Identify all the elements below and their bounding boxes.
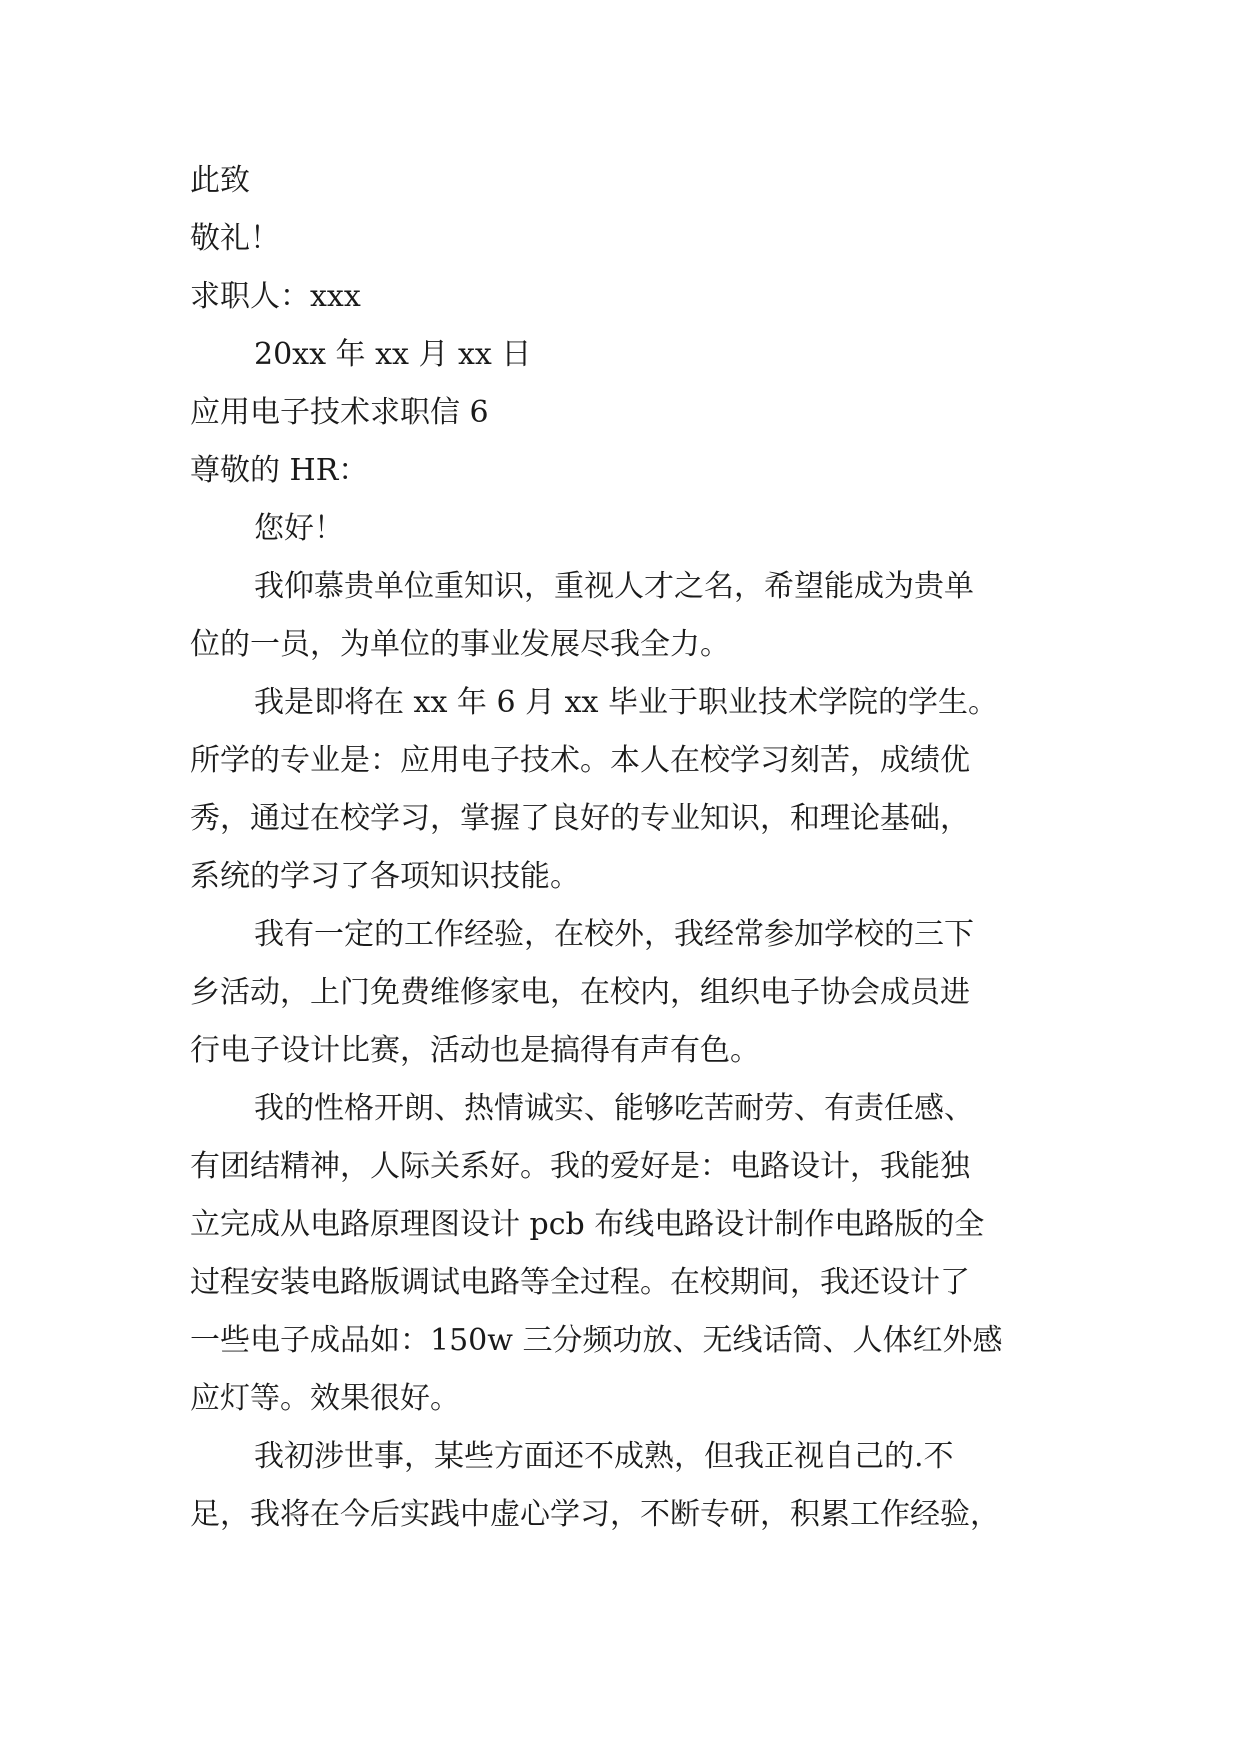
greeting-line: 您好！ <box>254 511 344 546</box>
paragraph-line: 我的性格开朗、热情诚实、能够吃苦耐劳、有责任感、 <box>254 1091 974 1126</box>
recipient-line: 尊敬的 HR： <box>190 453 369 488</box>
paragraph-line: 我是即将在 xx 年 6 月 xx 毕业于职业技术学院的学生。 <box>254 685 998 720</box>
paragraph-line: 行电子设计比赛，活动也是搞得有声有色。 <box>190 1033 760 1068</box>
paragraph-line: 应灯等。效果很好。 <box>190 1381 460 1416</box>
paragraph-line: 位的一员，为单位的事业发展尽我全力。 <box>190 627 730 662</box>
paragraph-line: 秀，通过在校学习，掌握了良好的专业知识，和理论基础， <box>190 801 970 836</box>
document-body <box>190 152 1060 1544</box>
paragraph-line: 乡活动，上门免费维修家电，在校内，组织电子协会成员进 <box>190 975 970 1010</box>
salute-line: 敬礼！ <box>190 221 280 256</box>
paragraph-line: 立完成从电路原理图设计 pcb 布线电路设计制作电路版的全 <box>190 1207 985 1242</box>
paragraph-line: 足，我将在今后实践中虚心学习，不断专研，积累工作经验， <box>190 1497 1000 1532</box>
paragraph-line: 系统的学习了各项知识技能。 <box>190 859 580 894</box>
letter-title: 应用电子技术求职信 6 <box>190 395 489 430</box>
applicant-line: 求职人：xxx <box>190 279 361 314</box>
date-line: 20xx 年 xx 月 xx 日 <box>254 337 532 372</box>
paragraph-line: 有团结精神，人际关系好。我的爱好是：电路设计，我能独 <box>190 1149 970 1184</box>
closing-line: 此致 <box>190 163 250 198</box>
paragraph-line: 一些电子成品如：150w 三分频功放、无线话筒、人体红外感 <box>190 1323 1003 1358</box>
paragraph-line: 所学的专业是：应用电子技术。本人在校学习刻苦，成绩优 <box>190 743 970 778</box>
paragraph-line: 我初涉世事，某些方面还不成熟，但我正视自己的.不 <box>254 1439 954 1474</box>
paragraph-line: 我仰慕贵单位重知识，重视人才之名，希望能成为贵单 <box>254 569 974 604</box>
paragraph-line: 我有一定的工作经验，在校外，我经常参加学校的三下 <box>254 917 974 952</box>
paragraph-line: 过程安装电路版调试电路等全过程。在校期间，我还设计了 <box>190 1265 970 1300</box>
